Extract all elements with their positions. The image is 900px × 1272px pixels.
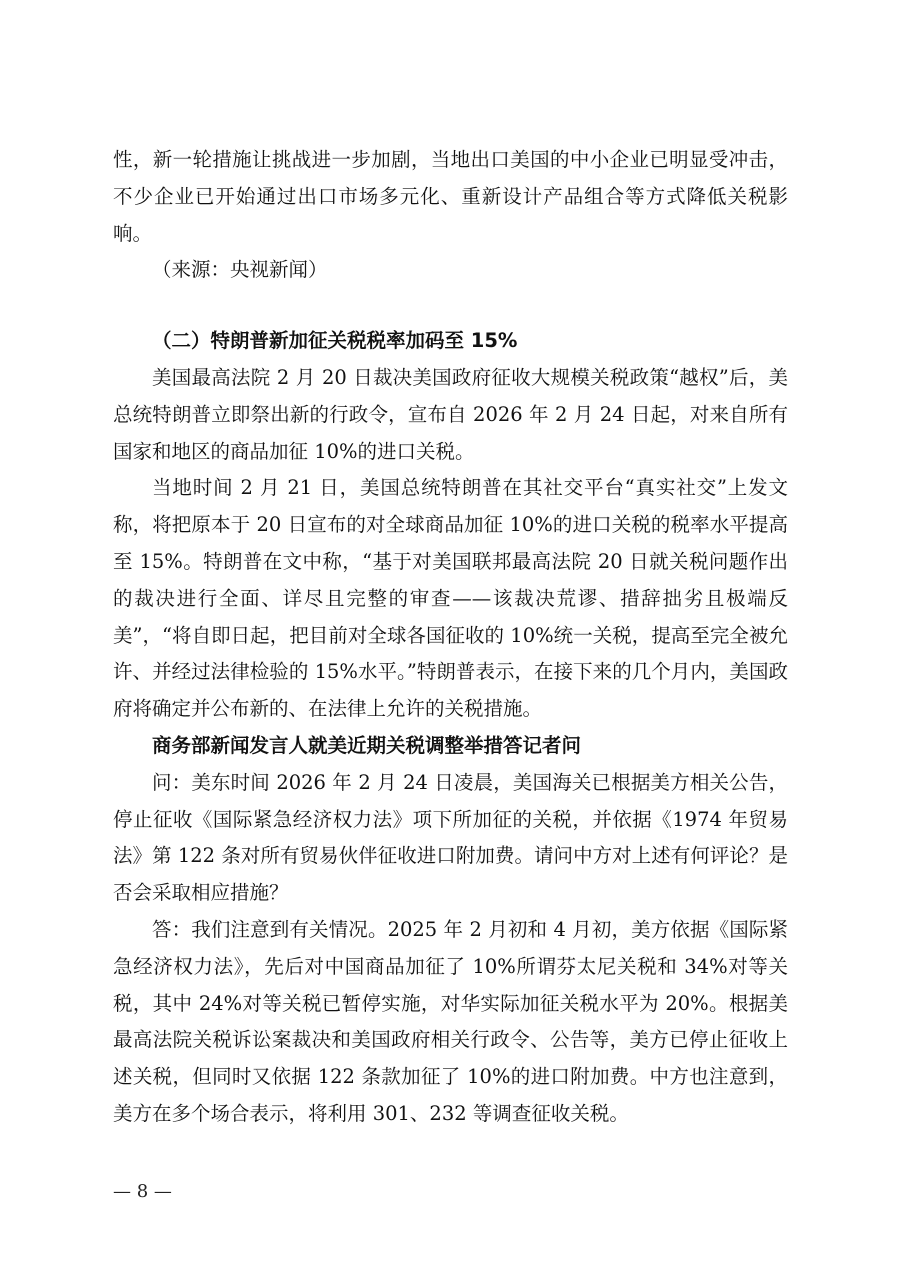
- paragraph-tariff-increase: 当地时间 2 月 21 日，美国总统特朗普在其社交平台“真实社交”上发文称，将把原本于 20 日宣布的对全球商品加征 10%的进口关税的税率水平提高至 15%。特朗普在文中称，“基于对美国联邦最高法院 20 日就关税问题作出的裁决进行全面、详尽且完整的审查——该裁决荒谬、措辞拙劣且极端反美”，“将自即日起，把目前对全球各国征收的 10%统一关税，提高至完全被允许、并经过法律检验的 15%水平。”特朗普表示，在接下来的几个月内，美国政府将确定并公布新的、在法律上允许的关税措施。: [113, 476, 788, 721]
- document-body: [113, 142, 788, 1133]
- paragraph-answer: 答：我们注意到有关情况。2025 年 2 月初和 4 月初，美方依据《国际紧急经济权力法》，先后对中国商品加征了 10%所谓芬太尼关税和 34%对等关税，其中 24%对等关税已暂停实施，对华实际加征关税水平为 20%。根据美最高法院关税诉讼案裁决和美国政府相关行政令、公告等，美方已停止征收上述关税，但同时又依据 122 条款加征了 10%的进口附加费。中方也注意到，美方在多个场合表示，将利用 301、232 等调查征收关税。: [113, 917, 788, 1125]
- page-number: — 8 —: [113, 1181, 172, 1202]
- subsection-heading: 商务部新闻发言人就美近期关税调整举措答记者问: [152, 733, 582, 757]
- paragraph-court-ruling: 美国最高法院 2 月 20 日裁决美国政府征收大规模关税政策“越权”后，美总统特朗普立即祭出新的行政令，宣布自 2026 年 2 月 24 日起，对来自所有国家和地区的商品加征 10%的进口关税。: [113, 365, 788, 463]
- paragraph-continuation: 性，新一轮措施让挑战进一步加剧，当地出口美国的中小企业已明显受冲击，不少企业已开始通过出口市场多元化、重新设计产品组合等方式降低关税影响。: [113, 148, 788, 245]
- section-heading: （二）特朗普新加征关税税率加码至 15%: [152, 329, 518, 353]
- paragraph-question: 问：美东时间 2026 年 2 月 24 日凌晨，美国海关已根据美方相关公告，停止征收《国际紧急经济权力法》项下所加征的关税，并依据《1974 年贸易法》第 122 条对所有贸易伙伴征收进口附加费。请问中方对上述有何评论？是否会采取相应措施？: [113, 770, 788, 905]
- source-note: （来源：央视新闻）: [152, 258, 328, 282]
